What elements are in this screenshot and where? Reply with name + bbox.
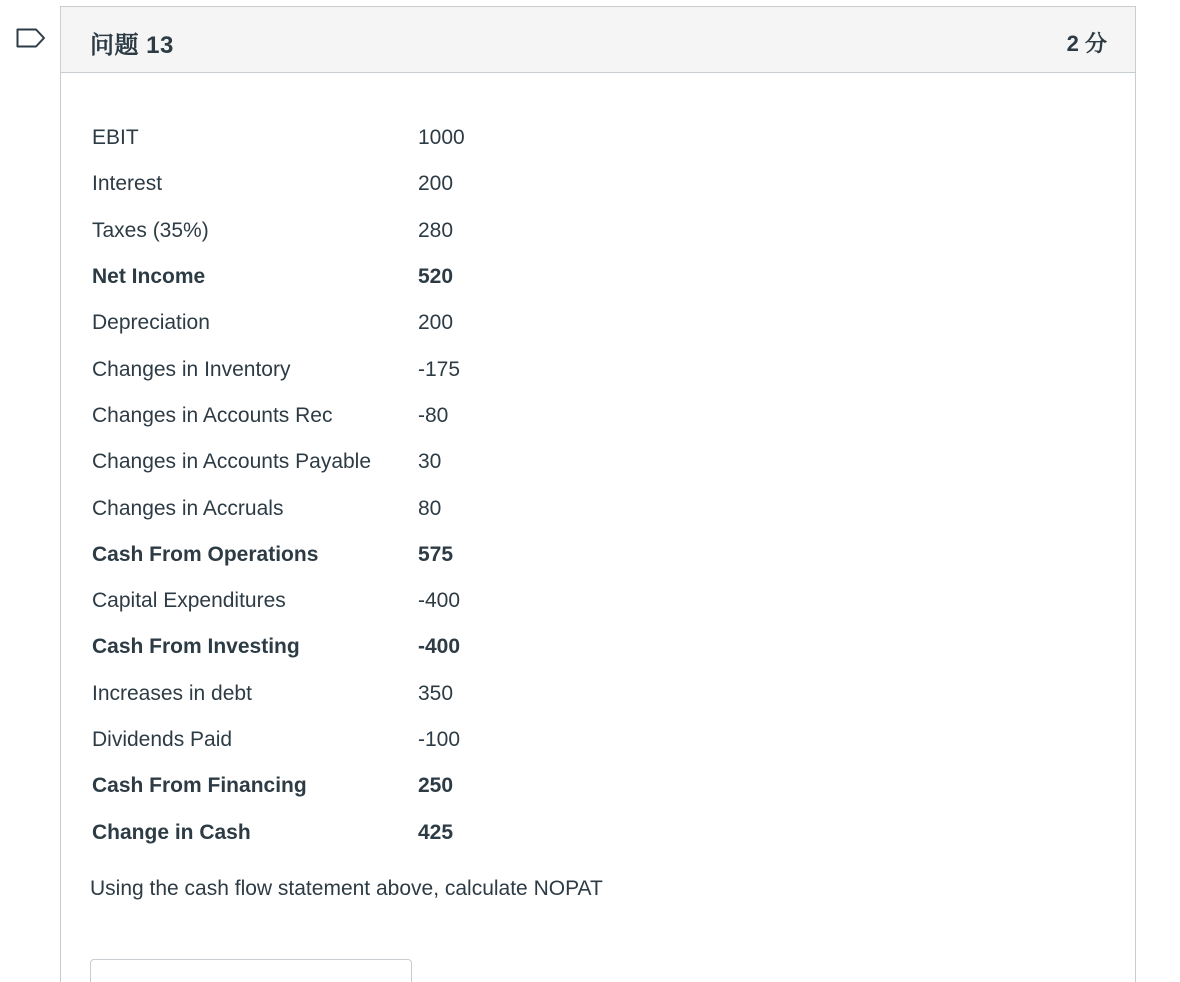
statement-row bbox=[92, 532, 465, 578]
statement-row-value: 80 bbox=[418, 496, 442, 520]
statement-row-label: Capital Expenditures bbox=[92, 589, 286, 613]
statement-row-label: Dividends Paid bbox=[92, 728, 233, 751]
question-points: 2 分 bbox=[1066, 31, 1107, 56]
statement-row bbox=[92, 346, 465, 392]
statement-row-value: 200 bbox=[418, 172, 454, 196]
statement-row-label: Interest bbox=[92, 172, 163, 196]
statement-row-value: -400 bbox=[418, 589, 461, 613]
statement-row-label: Taxes (35%) bbox=[92, 218, 209, 242]
statement-row bbox=[92, 624, 465, 670]
statement-row-value: 575 bbox=[418, 542, 454, 566]
statement-row-label: Changes in Inventory bbox=[92, 357, 291, 381]
statement-row bbox=[92, 717, 465, 763]
statement-row-value: -175 bbox=[418, 357, 461, 381]
statement-row-label: Net Income bbox=[92, 265, 206, 289]
statement-row-value: -100 bbox=[418, 728, 461, 751]
statement-row-label: Increases in debt bbox=[92, 681, 252, 705]
statement-row bbox=[92, 439, 465, 485]
statement-row-value: 30 bbox=[418, 450, 442, 474]
statement-row bbox=[92, 254, 465, 300]
question-title: 问题 13 bbox=[90, 32, 174, 59]
statement-row-value: 200 bbox=[418, 311, 454, 335]
statement-row-value: 280 bbox=[418, 218, 454, 242]
statement-row-label: Changes in Accounts Rec bbox=[92, 403, 333, 427]
statement-row-label: Changes in Accruals bbox=[92, 496, 284, 520]
statement-body bbox=[92, 115, 465, 856]
statement-row-label: Cash From Investing bbox=[92, 635, 300, 659]
statement-row-label: Changes in Accounts Payable bbox=[92, 450, 372, 474]
statement-row bbox=[92, 763, 465, 809]
statement-row-label: Change in Cash bbox=[92, 820, 251, 844]
statement-row-value: -80 bbox=[418, 403, 449, 427]
statement-row-label: Cash From Financing bbox=[92, 774, 307, 798]
statement-row-value: -400 bbox=[418, 635, 461, 659]
statement-row-label: Cash From Operations bbox=[92, 542, 319, 566]
statement-row bbox=[92, 161, 465, 207]
statement-row bbox=[92, 578, 465, 624]
statement-row bbox=[92, 671, 465, 717]
question-card bbox=[60, 6, 1136, 982]
statement-row-label: Depreciation bbox=[92, 311, 210, 335]
statement-row bbox=[92, 300, 465, 346]
statement-row bbox=[92, 485, 465, 531]
cash-flow-statement-table bbox=[92, 115, 465, 856]
answer-input[interactable] bbox=[90, 959, 412, 982]
flag-icon[interactable] bbox=[16, 28, 46, 48]
question-prompt: Using the cash flow statement above, calculate NOPAT bbox=[90, 877, 603, 900]
statement-row-value: 1000 bbox=[418, 126, 465, 150]
statement-row bbox=[92, 809, 465, 855]
statement-row bbox=[92, 208, 465, 254]
statement-row bbox=[92, 115, 465, 161]
statement-row-value: 250 bbox=[418, 774, 454, 798]
statement-row-value: 425 bbox=[418, 820, 454, 844]
question-header bbox=[61, 7, 1135, 73]
statement-row bbox=[92, 393, 465, 439]
statement-row-value: 350 bbox=[418, 681, 454, 705]
statement-row-value: 520 bbox=[418, 265, 454, 289]
statement-row-label: EBIT bbox=[92, 126, 139, 150]
